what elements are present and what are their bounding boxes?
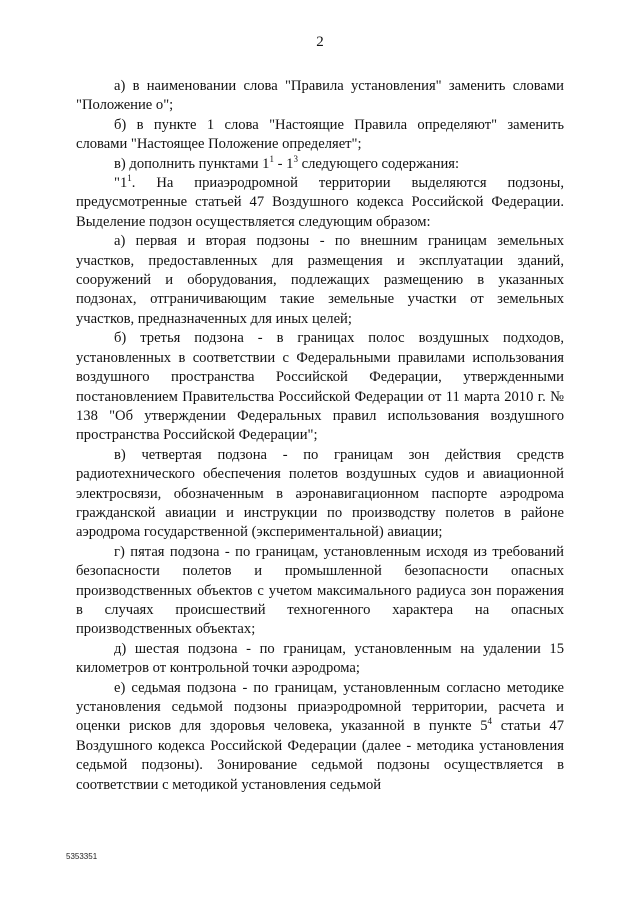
paragraph-subzone-3: б) третья подзона - в границах полос воздушных подходов, установленных в соответствии с Федеральными правилами использования воздушного пространства Российской Федерации, утвержденными постановлением Правительства Российской Федерации от 11 марта 2010 г. № 138 "Об утверждении Федеральных правил использования воздушного пространства Российской Федерации"; [76,330,564,444]
paragraph-subzone-7: е) седьмая подзона - по границам, установленным согласно методике установления седьмой подзоны приаэродромной территории, расчета и оценки рисков для здоровья человека, указанной в пункте $5^4$ статьи 47 Воздушного кодекса Российской Федерации (далее - методика установления седьмой подзоны). Зонирование седьмой подзоны осуществляется в соответствии с методикой установления седьмой [76,679,564,793]
paragraph-subzone-6: д) шестая подзона - по границам, установленным на удалении 15 километров от контрольной точки аэродрома; [76,640,564,677]
paragraph-b-point1: б) в пункте 1 слова "Настоящие Правила определяют" заменить словами "Настоящее Положение определяет"; [76,116,564,153]
paragraph-subzone-4: в) четвертая подзона - по границам зон действия средств радиотехнического обеспечения полетов воздушных судов и авиационной электросвязи, обозначенным в аэронавигационном паспорте аэродрома гражданской авиации и инструкции по производству полетов в районе аэродрома государственной (экспериментальной) авиации; [76,446,564,541]
paragraph-a-rename: а) в наименовании слова "Правила установления" заменить словами "Положение о"; [76,78,564,114]
paragraph-subzone-1-2: а) первая и вторая подзоны - по внешним границам земельных участков, предоставленных для размещения и эксплуатации зданий, сооружений и оборудования, подлежащих размещению в указанных подзонах, отграничивающим такие земельные участки от земельных участков, предназначенных для иных целей; [76,233,564,327]
document-body [76,77,564,795]
document-code: 5353351 [66,852,98,861]
paragraph-point-1-1: "$1^1$. На приаэродромной территории выделяются подзоны, предусмотренные статьей 47 Воздушного кодекса Российской Федерации. Выделение подзон осуществляется следующим образом: [76,173,564,230]
paragraph-v-add-points: в) дополнить пунктами $1^1 - 1^3$ следующего содержания: [114,153,460,172]
page-number: 2 [316,34,324,50]
paragraph-subzone-5: г) пятая подзона - по границам, установленным исходя из требований безопасности полетов и промышленной безопасности опасных производственных объектов с учетом максимального радиуса зон поражения в случаях происшествий техногенного характера на опасных производственных объектах; [76,543,564,638]
